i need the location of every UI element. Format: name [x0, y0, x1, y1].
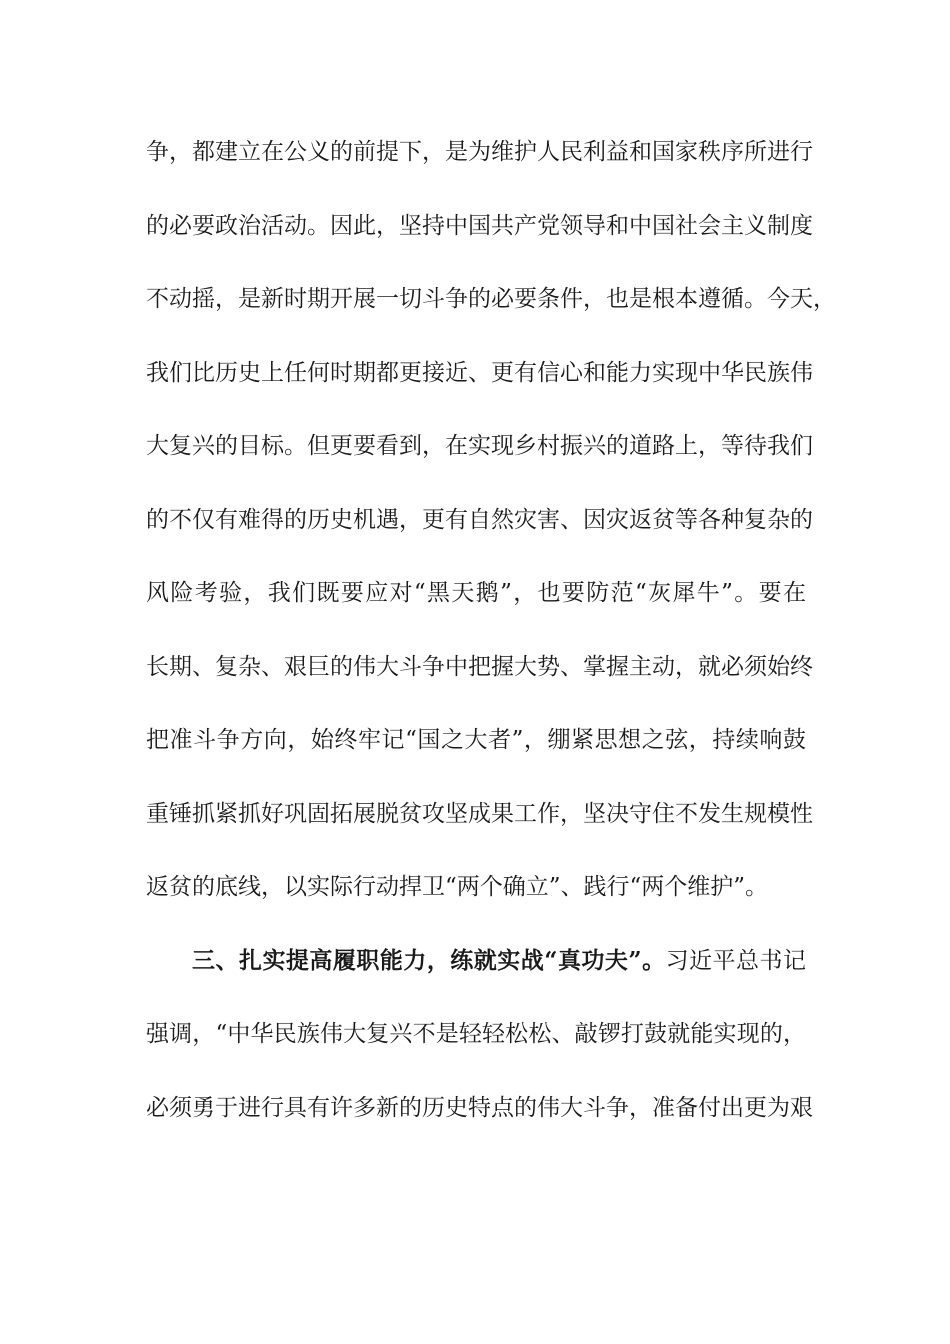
body-line-2: 的必要政治活动。因此，坚持中国共产党领导和中国社会主义制度 [146, 213, 813, 239]
body-line-8: 长期、复杂、艰巨的伟大斗争中把握大势、掌握主动，就必须始终 [146, 654, 813, 680]
body-line-5: 大复兴的目标。但更要看到，在实现乡村振兴的道路上，等待我们 [146, 433, 813, 459]
body-line-4: 我们比历史上任何时期都更接近、更有信心和能力实现中华民族伟 [146, 360, 813, 386]
section-3-heading-tail: 习近平总书记 [665, 948, 807, 974]
body-line-7: 风险考验，我们既要应对“黑天鹅”，也要防范“灰犀牛”。要在 [146, 580, 806, 606]
section-3-heading-line [192, 941, 806, 981]
body-line-11: 返贫的底线，以实际行动捍卫“两个确立”、践行“两个维护”。 [146, 874, 769, 900]
body-line-10: 重锤抓紧抓好巩固拓展脱贫攻坚成果工作，坚决守住不发生规模性 [146, 801, 813, 827]
body-line-6: 的不仅有难得的历史机遇，更有自然灾害、因灾返贫等各种复杂的 [146, 507, 813, 533]
body-line-1: 争，都建立在公义的前提下，是为维护人民利益和国家秩序所进行 [146, 139, 813, 165]
section-3-heading: 三、扎实提高履职能力，练就实战“真功夫”。 [192, 947, 666, 974]
section-3-line-2: 必须勇于进行具有许多新的历史特点的伟大斗争，准备付出更为艰 [146, 1095, 813, 1121]
body-line-3: 不动摇，是新时期开展一切斗争的必要条件，也是根本遵循。今天， [146, 286, 836, 312]
section-3-line-1: 强调，“中华民族伟大复兴不是轻轻松松、敲锣打鼓就能实现的， [146, 1021, 806, 1047]
body-line-9: 把准斗争方向，始终牢记“国之大者”，绷紧思想之弦，持续响鼓 [146, 727, 806, 753]
